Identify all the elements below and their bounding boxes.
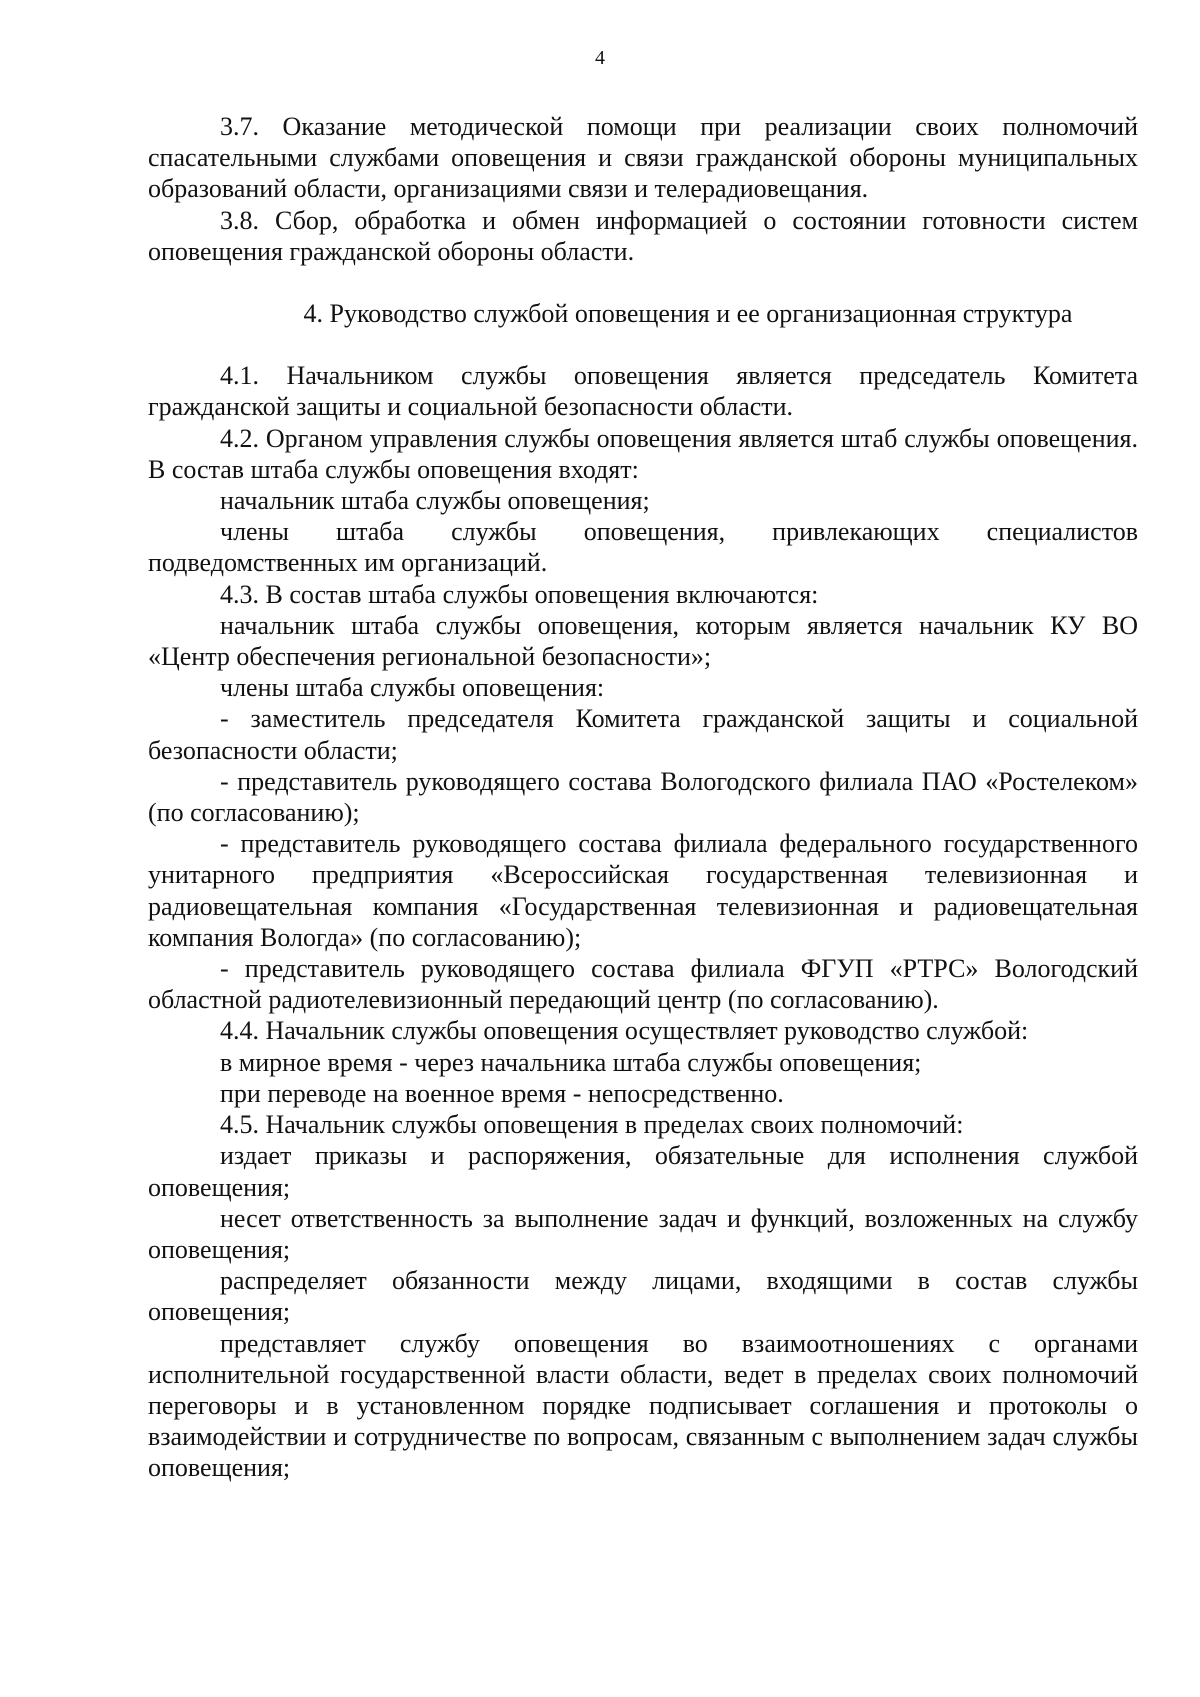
- list-item: члены штаба службы оповещения:: [220, 673, 605, 703]
- list-item: в мирное время - через начальника штаба службы оповещения;: [220, 1047, 922, 1077]
- list-item: при переводе на военное время - непосредственно.: [220, 1078, 784, 1108]
- paragraph-3-7: 3.7. Оказание методической помощи при реализации своих полномочий спасательными службами оповещения и связи гражданской обороны муниципальных образований области, организациями связи и телерадиовещания.: [148, 112, 1138, 204]
- list-item: издает приказы и распоряжения, обязательные для исполнения службой оповещения;: [148, 1141, 1138, 1202]
- paragraph-4-5: 4.5. Начальник службы оповещения в пределах своих полномочий:: [220, 1110, 964, 1140]
- list-item: распределяет обязанности между лицами, входящими в состав службы оповещения;: [148, 1266, 1138, 1327]
- page-number: 4: [595, 47, 605, 69]
- paragraph-4-3: 4.3. В состав штаба службы оповещения включаются:: [220, 579, 819, 609]
- list-item: члены штаба службы оповещения, привлекающих специалистов подведомственных им организаций.: [148, 517, 1138, 578]
- paragraph-4-1: 4.1. Начальником службы оповещения является председатель Комитета гражданской защиты и социальной безопасности области.: [148, 361, 1138, 422]
- list-item: начальник штаба службы оповещения;: [220, 486, 650, 516]
- list-item: - представитель руководящего состава Вологодского филиала ПАО «Ростелеком» (по согласованию);: [148, 766, 1138, 828]
- paragraph-3-8: 3.8. Сбор, обработка и обмен информацией о состоянии готовности систем оповещения гражданской обороны области.: [148, 205, 1138, 266]
- list-item: начальник штаба службы оповещения, которым является начальник КУ ВО «Центр обеспечения региональной безопасности»;: [148, 610, 1138, 672]
- list-item: несет ответственность за выполнение задач и функций, возложенных на службу оповещения;: [148, 1203, 1138, 1264]
- list-item: - представитель руководящего состава филиала федерального государственного унитарного предприятия «Всероссийская государственная телевизионная и радиовещательная компания «Государственная телевизионная и радиовещательная компания Вологда» (по согласованию);: [148, 829, 1138, 952]
- list-item: представляет службу оповещения во взаимоотношениях с органами исполнительной государственной власти области, ведет в пределах своих полномочий переговоры и в установленном порядке подписывает соглашения и протоколы о взаимодействии и сотрудничестве по вопросам, связанным с выполнением задач службы оповещения;: [148, 1328, 1138, 1483]
- list-item: - заместитель председателя Комитета гражданской защиты и социальной безопасности области;: [148, 704, 1138, 765]
- section-heading: 4. Руководство службой оповещения и ее организационная структура: [303, 299, 1073, 329]
- paragraph-4-2: 4.2. Органом управления службы оповещения является штаб службы оповещения. В состав штаба службы оповещения входят:: [148, 423, 1138, 484]
- document-body: [148, 111, 1138, 1484]
- paragraph-4-4: 4.4. Начальник службы оповещения осуществляет руководство службой:: [220, 1016, 1029, 1046]
- list-item: - представитель руководящего состава филиала ФГУП «РТРС» Вологодский областной радиотелевизионный передающий центр (по согласованию).: [148, 954, 1138, 1015]
